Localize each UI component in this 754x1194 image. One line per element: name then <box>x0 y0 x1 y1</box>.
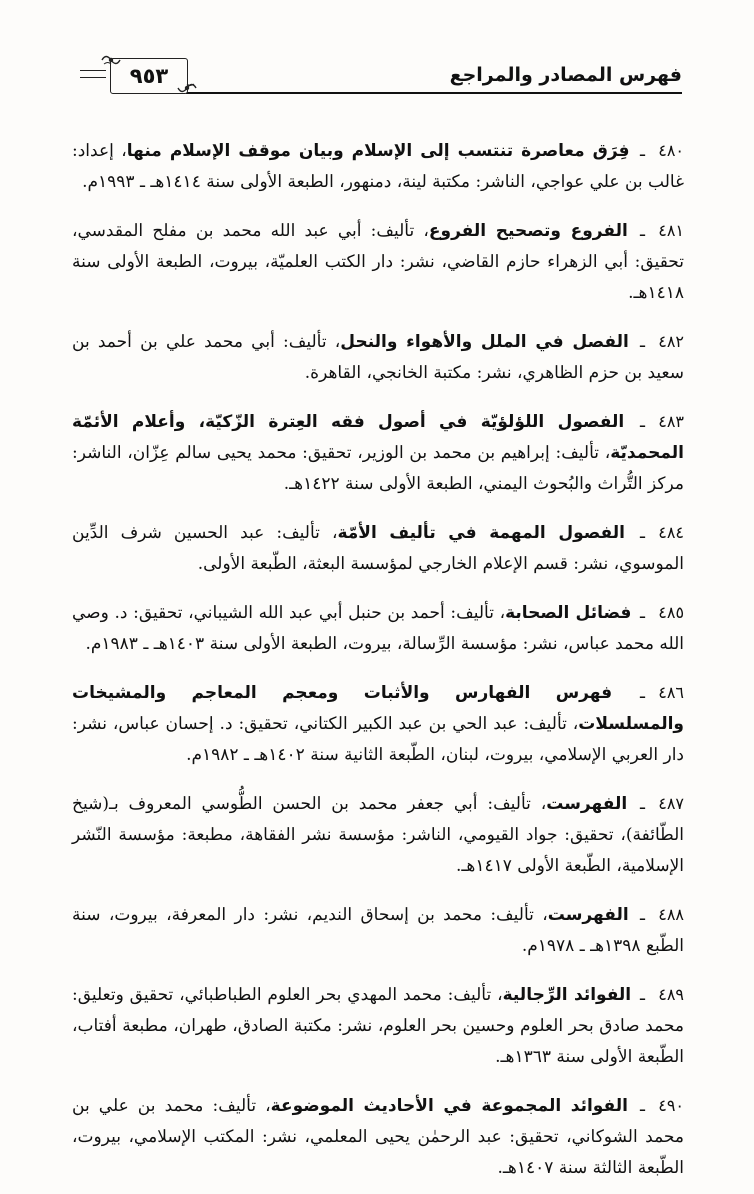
entry-details: ، تأليف: عبد الحسين شرف الدِّين الموسوي، نشر: قسم الإعلام الخارجي لمؤسسة البعثة، الطّبعة الأولى. <box>72 523 684 574</box>
ornament-icon <box>176 80 198 96</box>
ornament-icon <box>100 52 122 68</box>
entry-details: ، إعداد: غالب بن علي عواجي، الناشر: مكتبة لينة، دمنهور، الطبعة الأولى سنة ١٤١٤هـ ـ ١٩٩٣م. <box>72 141 684 192</box>
entry-number: ٤٨٨ <box>658 905 684 924</box>
entry-title: فضائل الصحابة <box>505 603 632 623</box>
entry-details: ، تأليف: محمد بن علي بن محمد الشوكاني، تحقيق: عبد الرحمٰن يحيى المعلمي، نشر: المكتب الإسلامي، بيروت، الطّبعة الثالثة سنة ١٤٠٧هـ. <box>72 1096 684 1178</box>
entry-details: ، تأليف: أبي محمد علي بن أحمد بن سعيد بن حزم الظاهري، نشر: مكتبة الخانجي، القاهرة. <box>72 332 684 383</box>
bibliography-list <box>72 118 684 1194</box>
entry-title: الفروع وتصحيح الفروع <box>428 221 628 241</box>
bibliography-entry: ٤٨٠ـ فِرَق معاصرة تنتسب إلى الإسلام وبيان موقف الإسلام منها، إعداد: غالب بن علي عواجي، الناشر: مكتبة لينة، دمنهور، الطبعة الأولى سنة ١٤١٤هـ ـ ١٩٩٣م. <box>72 135 684 198</box>
entry-details: ، تأليف: أبي جعفر محمد بن الحسن الطُّوسي المعروف بـ(شيخ الطّائفة)، تحقيق: جواد القيومي، الناشر: مؤسسة نشر الفقاهة، مطبعة: مؤسسة النّشر الإسلامية، الطّبعة الأولى ١٤١٧هـ. <box>72 794 684 876</box>
entry-details: ، تأليف: أبي عبد الله محمد بن مفلح المقدسي، تحقيق: أبي الزهراء حازم القاضي، نشر: دار الكتب العلميّة، بيروت، الطبعة الأولى سنة ١٤١٨هـ. <box>72 221 684 303</box>
bibliography-entry: ٤٨٣ـ الفصول اللؤلؤيّة في أصول فقه العِترة الزّكيّة، وأعلام الأئمّة المحمديّة، تأليف: إبراهيم بن محمد بن الوزير، تحقيق: محمد يحيى سالم عِزّان، الناشر: مركز التُّراث والبُحوث اليمني، الطبعة الأولى سنة ١٤٢٢هـ. <box>72 406 684 500</box>
page-header-title: فهرس المصادر والمراجع <box>449 64 682 86</box>
entry-title: فِرَق معاصرة تنتسب إلى الإسلام وبيان موقف الإسلام منها <box>126 141 630 161</box>
page-number: ٩٥٣ <box>110 58 188 94</box>
entry-number: ٤٨٣ <box>658 412 684 431</box>
entry-title: الفهرست <box>546 794 628 814</box>
bibliography-entry: ٤٨٥ـ فضائل الصحابة، تأليف: أحمد بن حنبل أبي عبد الله الشيباني، تحقيق: د. وصي الله محمد عباس، نشر: مؤسسة الرِّسالة، بيروت، الطبعة الأولى سنة ١٤٠٣هـ ـ ١٩٨٣م. <box>72 597 684 660</box>
bibliography-entry: ٤٨٧ـ الفهرست، تأليف: أبي جعفر محمد بن الحسن الطُّوسي المعروف بـ(شيخ الطّائفة)، تحقيق: جواد القيومي، الناشر: مؤسسة نشر الفقاهة، مطبعة: مؤسسة النّشر الإسلامية، الطّبعة الأولى ١٤١٧هـ. <box>72 788 684 882</box>
header-rule <box>186 92 682 94</box>
bibliography-entry: ٤٨٦ـ فهرس الفهارس والأثبات ومعجم المعاجم والمشيخات والمسلسلات، تأليف: عبد الحي بن عبد الكبير الكتاني، تحقيق: د. إحسان عباس، نشر: دار العربي الإسلامي، بيروت، لبنان، الطّبعة الثانية سنة ١٤٠٢هـ ـ ١٩٨٢م. <box>72 677 684 771</box>
entry-title: الفهرست <box>547 905 629 925</box>
entry-title: الفوائد المجموعة في الأحاديث الموضوعة <box>270 1096 628 1116</box>
bibliography-entry: ٤٨٢ـ الفصل في الملل والأهواء والنحل، تأليف: أبي محمد علي بن أحمد بن سعيد بن حزم الظاهري، نشر: مكتبة الخانجي، القاهرة. <box>72 326 684 389</box>
entry-title: فهرس الفهارس والأثبات ومعجم المعاجم والمشيخات والمسلسلات <box>72 683 684 734</box>
entry-details: ، تأليف: عبد الحي بن عبد الكبير الكتاني، تحقيق: د. إحسان عباس، نشر: دار العربي الإسلامي، بيروت، لبنان، الطّبعة الثانية سنة ١٤٠٢هـ ـ ١٩٨٢م. <box>72 714 684 765</box>
entry-details: ، تأليف: محمد المهدي بحر العلوم الطباطبائي، تحقيق وتعليق: محمد صادق بحر العلوم وحسين بحر العلوم، نشر: مكتبة الصادق، طهران، مطبعة أفتاب، الطّبعة الأولى سنة ١٣٦٣هـ. <box>72 985 684 1067</box>
bibliography-entry: ٤٨٨ـ الفهرست، تأليف: محمد بن إسحاق النديم، نشر: دار المعرفة، بيروت، سنة الطّبع ١٣٩٨هـ ـ ١٩٧٨م. <box>72 899 684 962</box>
page-header <box>86 52 682 96</box>
entry-number: ٤٨١ <box>658 221 684 240</box>
entry-title: الفصول المهمة في تأليف الأمّة <box>337 523 625 543</box>
decorative-dash <box>80 70 106 78</box>
entry-number: ٤٩٠ <box>658 1096 685 1115</box>
entry-number: ٤٨٦ <box>658 683 684 702</box>
entry-number: ٤٨٩ <box>658 985 684 1004</box>
entry-details: ، تأليف: محمد بن إسحاق النديم، نشر: دار المعرفة، بيروت، سنة الطّبع ١٣٩٨هـ ـ ١٩٧٨م. <box>72 905 684 956</box>
entry-number: ٤٨٥ <box>658 603 685 622</box>
entry-details: ، تأليف: أحمد بن حنبل أبي عبد الله الشيباني، تحقيق: د. وصي الله محمد عباس، نشر: مؤسسة الرِّسالة، بيروت، الطبعة الأولى سنة ١٤٠٣هـ ـ ١٩٨٣م. <box>72 603 684 654</box>
entry-number: ٤٨٤ <box>658 523 684 542</box>
entry-number: ٤٨٠ <box>658 141 684 160</box>
entry-title: الفوائد الرِّجالية <box>502 985 632 1005</box>
bibliography-entry: ٤٨٤ـ الفصول المهمة في تأليف الأمّة، تأليف: عبد الحسين شرف الدِّين الموسوي، نشر: قسم الإعلام الخارجي لمؤسسة البعثة، الطّبعة الأولى. <box>72 517 684 580</box>
bibliography-entry: ٤٨٩ـ الفوائد الرِّجالية، تأليف: محمد المهدي بحر العلوم الطباطبائي، تحقيق وتعليق: محمد صادق بحر العلوم وحسين بحر العلوم، نشر: مكتبة الصادق، طهران، مطبعة أفتاب، الطّبعة الأولى سنة ١٣٦٣هـ. <box>72 979 684 1073</box>
entry-number: ٤٨٢ <box>658 332 684 351</box>
entry-number: ٤٨٧ <box>658 794 684 813</box>
entry-details: ، تأليف: إبراهيم بن محمد بن الوزير، تحقيق: محمد يحيى سالم عِزّان، الناشر: مركز التُّراث والبُحوث اليمني، الطبعة الأولى سنة ١٤٢٢هـ. <box>72 443 684 494</box>
bibliography-entry: ٤٩٠ـ الفوائد المجموعة في الأحاديث الموضوعة، تأليف: محمد بن علي بن محمد الشوكاني، تحقيق: عبد الرحمٰن يحيى المعلمي، نشر: المكتب الإسلامي، بيروت، الطّبعة الثالثة سنة ١٤٠٧هـ. <box>72 1090 684 1184</box>
entry-title: الفصول اللؤلؤيّة في أصول فقه العِترة الزّكيّة، وأعلام الأئمّة المحمديّة <box>72 412 684 463</box>
entry-title: الفصل في الملل والأهواء والنحل <box>340 332 629 352</box>
bibliography-entry: ٤٨١ـ الفروع وتصحيح الفروع، تأليف: أبي عبد الله محمد بن مفلح المقدسي، تحقيق: أبي الزهراء حازم القاضي، نشر: دار الكتب العلميّة، بيروت، الطبعة الأولى سنة ١٤١٨هـ. <box>72 215 684 309</box>
